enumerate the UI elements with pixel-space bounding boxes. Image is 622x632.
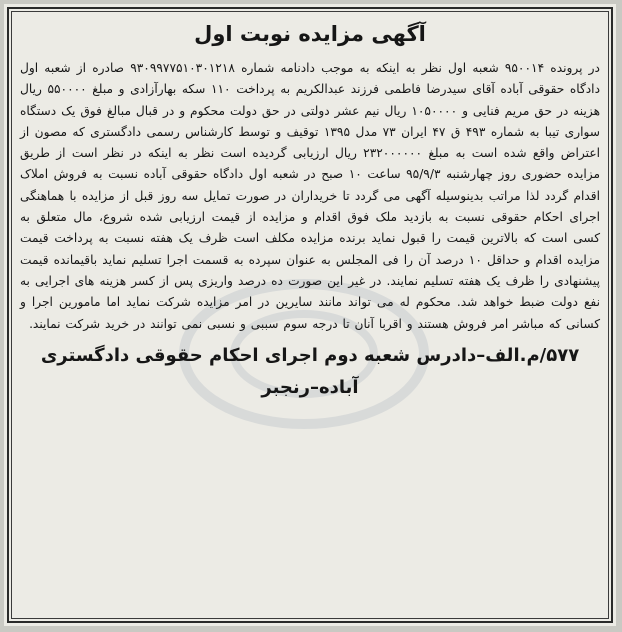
notice-body: در پرونده ۹۵۰۰۱۴ شعبه اول نظر به اینکه به موجب دادنامه شماره ۹۳۰۹۹۷۷۵۱۰۳۰۱۲۱۸ صادره از شعبه اول دادگاه حقوقی آباده آقای سیدرضا فاطمی فرزند عبدالکریم به پرداخت ۱۱۰ سکه بهارآزادی و مبلغ ۵۵۰۰۰۰ ریال هزینه در حق مریم فنایی و ۱۰۵۰۰۰۰ ریال نیم عشر دولتی در حق دولت محکوم و در قبال مبالغ فوق یک دستگاه سواری تیبا به شماره ۴۹۳ ق ۴۷ ایران ۷۳ مدل ۱۳۹۵ توقیف و توسط کارشناس رسمی دادگستری که مصون از اعتراض واقع شده است به مبلغ ۲۳۲۰۰۰۰۰۰ ریال ارزیابی گردیده است نظر به اینکه در نظر است از طریق مزایده حضوری روز چهارشنبه ۹۵/۹/۳ ساعت ۱۰ صبح در شعبه اول دادگاه حقوقی آباده نسبت به فروش املاک اقدام گردد لذا مراتب بدینوسیله آگهی می گردد تا خریداران در صورت تمایل سه روز قبل از مزایده با هماهنگی اجرای احکام حقوقی نسبت به بازدید ملک فوق اقدام و مزایده از قیمت ارزیابی شده شروع، مال متعلق به کسی است که بالاترین قیمت را قبول نماید برنده مزایده مکلف است ظرف یک هفته نسبت به پرداخت قیمت مزایده اقدام و حداقل ۱۰ درصد آن را فی المجلس به عنوان سپرده به قسمت اجرا تسلیم نماید باقیمانده قیمت پیشنهادی را ظرف یک هفته تسلیم نمایند. در غیر این صورت ده درصد واریزی پس از کسر هزینه های اجرایی به نفع دولت ضبط خواهد شد. محکوم له می تواند مانند سایرین در امر مزایده شرکت نماید اما مامورین اجرا و کسانی که مباشر امر فروش هستند و اقربا آنان تا درجه سوم سببی و نسبی نمی توانند در خرید شرکت نمایند. <box>20 61 600 331</box>
notice-content <box>18 14 602 618</box>
notice-signature-line: ۵۷۷/م.الف–دادرس شعبه دوم اجرای احکام حقوقی دادگستری <box>40 344 580 366</box>
notice-title: آگهی مزایده نوبت اول <box>194 22 426 46</box>
notice-signature-place: آباده–رنجبر <box>261 376 359 398</box>
newspaper-clipping <box>4 4 616 626</box>
